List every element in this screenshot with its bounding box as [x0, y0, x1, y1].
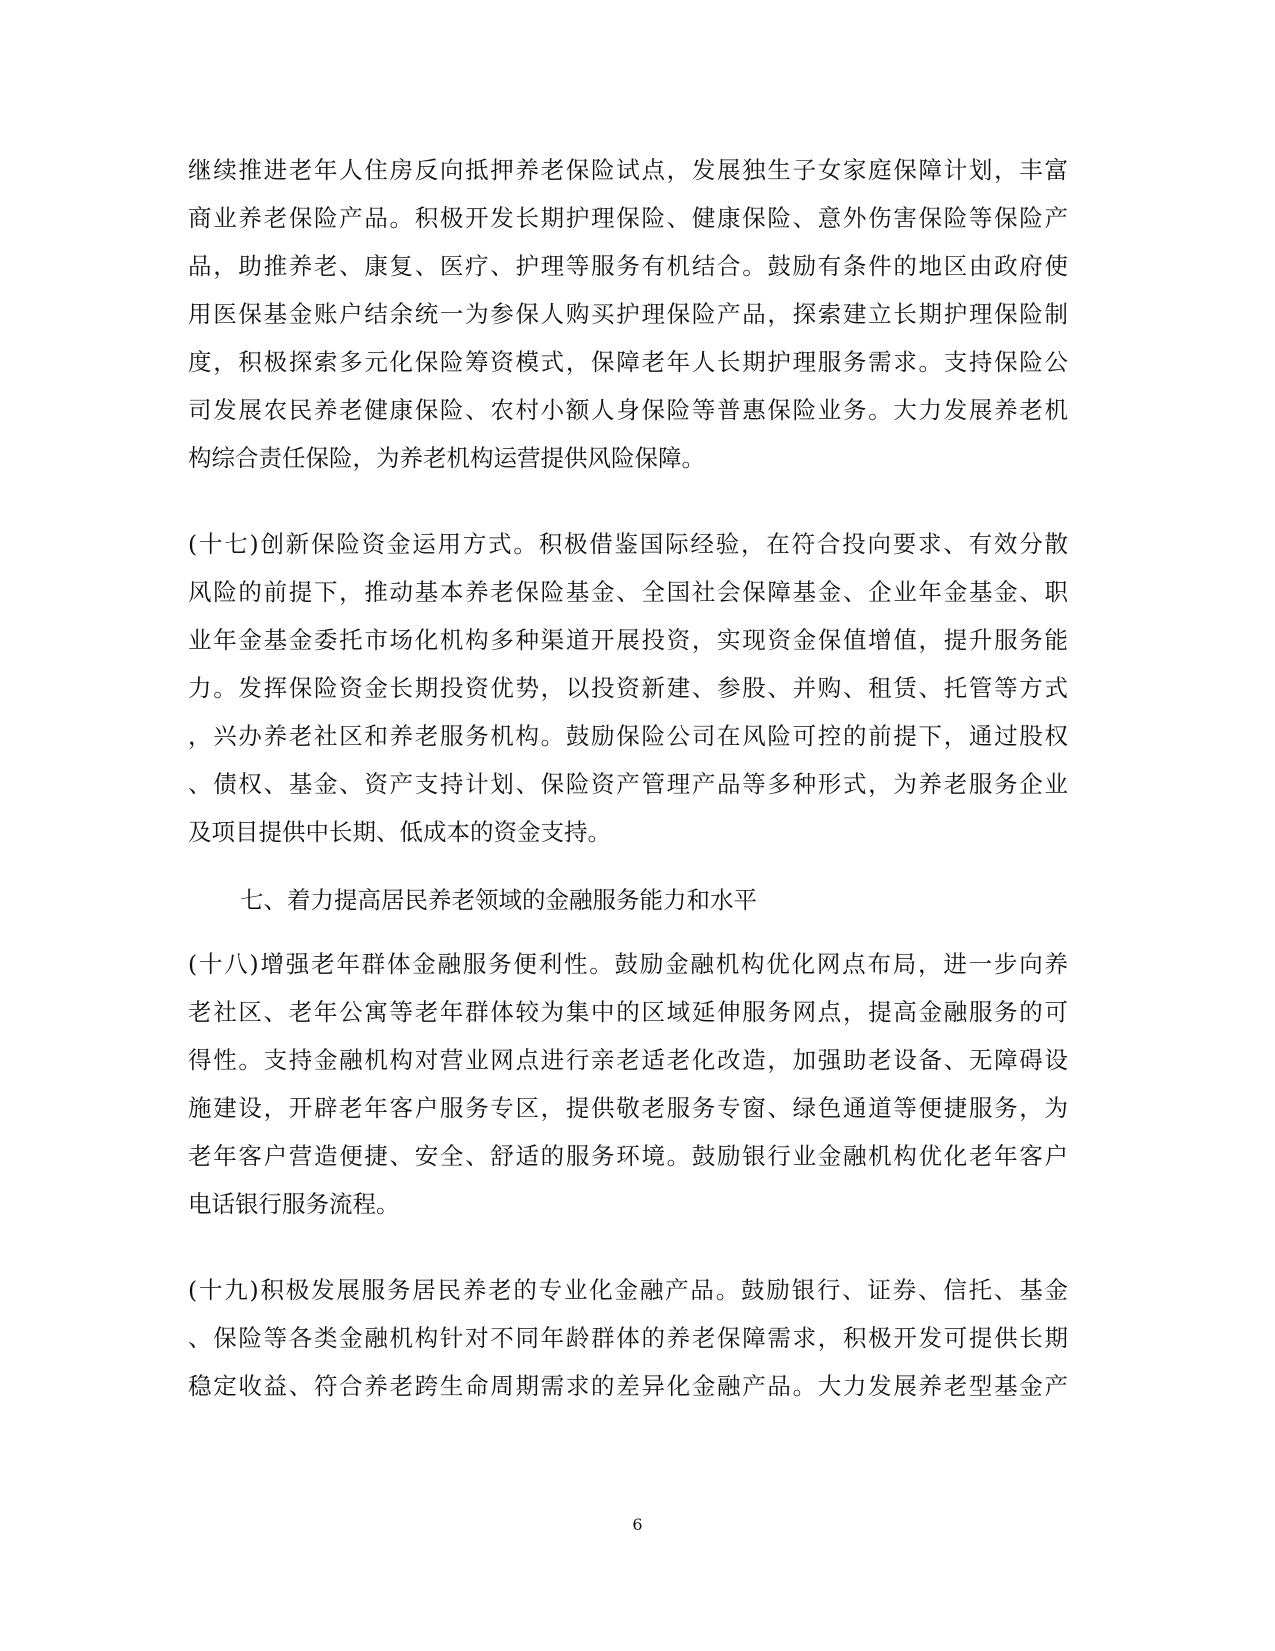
paragraph-line: 及项目提供中长期、低成本的资金支持。 [188, 818, 611, 846]
paragraph-line: 老年客户营造便捷、安全、舒适的服务环境。鼓励银行业金融机构优化老年客户 [188, 1142, 1068, 1170]
paragraph-seventeen [188, 520, 1068, 856]
paragraph-line: 司发展农民养老健康保险、农村小额人身保险等普惠保险业务。大力发展养老机 [188, 396, 1068, 424]
paragraph-line: 业年金基金委托市场化机构多种渠道开展投资，实现资金保值增值，提升服务能 [188, 626, 1068, 654]
paragraph-line: 品，助推养老、康复、医疗、护理等服务有机结合。鼓励有条件的地区由政府使 [188, 252, 1068, 280]
paragraph-line: 稳定收益、符合养老跨生命周期需求的差异化金融产品。大力发展养老型基金产 [188, 1372, 1068, 1400]
paragraph-line: ，兴办养老社区和养老服务机构。鼓励保险公司在风险可控的前提下，通过股权 [188, 722, 1068, 750]
paragraph-line: 商业养老保险产品。积极开发长期护理保险、健康保险、意外伤害保险等保险产 [188, 204, 1068, 232]
paragraph-line: 构综合责任保险，为养老机构运营提供风险保障。 [188, 444, 705, 472]
paragraph-line: (十九)积极发展服务居民养老的专业化金融产品。鼓励银行、证券、信托、基金 [188, 1276, 1068, 1304]
paragraph-line: 得性。支持金融机构对营业网点进行亲老适老化改造，加强助老设备、无障碍设 [188, 1046, 1068, 1074]
paragraph-line: 风险的前提下，推动基本养老保险基金、全国社会保障基金、企业年金基金、职 [188, 578, 1068, 606]
paragraph-line: 、债权、基金、资产支持计划、保险资产管理产品等多种形式，为养老服务企业 [188, 770, 1068, 798]
page-number: 6 [632, 1515, 643, 1534]
paragraph-line: 电话银行服务流程。 [188, 1190, 400, 1218]
paragraph-eighteen [188, 940, 1068, 1228]
paragraph-line: 用医保基金账户结余统一为参保人购买护理保险产品，探索建立长期护理保险制 [188, 300, 1068, 328]
paragraph-line: (十八)增强老年群体金融服务便利性。鼓励金融机构优化网点布局，进一步向养 [188, 950, 1068, 978]
paragraph-line: 继续推进老年人住房反向抵押养老保险试点，发展独生子女家庭保障计划，丰富 [188, 156, 1068, 184]
paragraph-line: 力。发挥保险资金长期投资优势，以投资新建、参股、并购、租赁、托管等方式 [188, 674, 1068, 702]
paragraph-line: (十七)创新保险资金运用方式。积极借鉴国际经验，在符合投向要求、有效分散 [188, 530, 1068, 558]
paragraph-line: 度，积极探索多元化保险筹资模式，保障老年人长期护理服务需求。支持保险公 [188, 348, 1068, 376]
paragraph-insurance-products [188, 146, 1068, 482]
paragraph-line: 施建设，开辟老年客户服务专区，提供敬老服务专窗、绿色通道等便捷服务，为 [188, 1094, 1068, 1122]
paragraph-line: 、保险等各类金融机构针对不同年龄群体的养老保障需求，积极开发可提供长期 [188, 1324, 1068, 1352]
paragraph-line: 老社区、老年公寓等老年群体较为集中的区域延伸服务网点，提高金融服务的可 [188, 998, 1068, 1026]
section-heading: 七、着力提高居民养老领域的金融服务能力和水平 [240, 886, 757, 914]
paragraph-nineteen [188, 1266, 1068, 1410]
